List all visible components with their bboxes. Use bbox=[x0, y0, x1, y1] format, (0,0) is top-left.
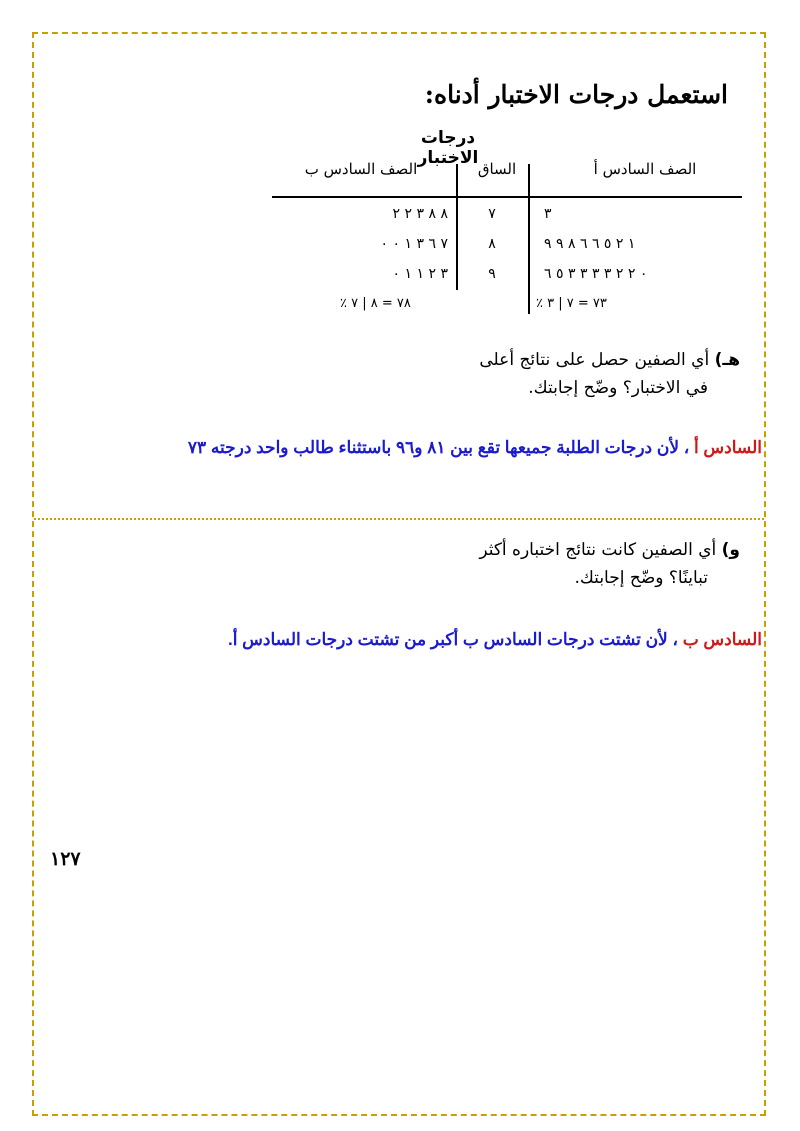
question-e bbox=[479, 346, 740, 402]
row2-stem: ٨ bbox=[488, 236, 496, 252]
row1-left-leaves: ٨ ٨ ٣ ٢ ٢ bbox=[392, 206, 448, 222]
column-header-stem: الساق bbox=[477, 160, 517, 178]
question-f-label: و) bbox=[721, 540, 740, 560]
question-e-line2: في الاختبار؟ وضّح إجابتك. bbox=[528, 378, 708, 398]
row1-stem: ٧ bbox=[488, 206, 496, 222]
section-divider bbox=[34, 518, 764, 520]
answer-f-highlight: السادس ب bbox=[682, 630, 762, 649]
table-divider-right bbox=[528, 164, 530, 314]
row3-stem: ٩ bbox=[488, 266, 496, 282]
column-header-left: الصف السادس ب bbox=[304, 160, 418, 178]
question-e-line1: أي الصفين حصل على نتائج أعلى bbox=[479, 350, 710, 370]
table-title: درجات الاختبار bbox=[417, 128, 479, 168]
answer-e bbox=[42, 430, 762, 466]
column-header-right: الصف السادس أ bbox=[593, 160, 697, 178]
answer-f bbox=[42, 622, 762, 658]
question-f-line1: أي الصفين كانت نتائج اختباره أكثر bbox=[479, 540, 717, 560]
question-f bbox=[479, 536, 740, 592]
answer-e-highlight: السادس أ bbox=[693, 438, 762, 457]
answer-f-text: ، لأن تشتت درجات السادس ب أكبر من تشتت درجات السادس أ. bbox=[227, 630, 683, 649]
key-left: ٪ ٧٨ = ٨ | ٧ bbox=[340, 296, 411, 311]
row2-right-leaves: ١ ٢ ٥ ٦ ٦ ٨ ٩ ٩ bbox=[544, 236, 636, 252]
row1-right-leaves: ٣ bbox=[544, 206, 552, 222]
row2-left-leaves: ٧ ٦ ٣ ١ ٠ ٠ bbox=[380, 236, 448, 252]
answer-e-text: ، لأن درجات الطلبة جميعها تقع بين ٨١ و٩٦ باستثناء طالب واحد درجته ٧٣ bbox=[187, 438, 694, 457]
page-title: استعمل درجات الاختبار أدناه: bbox=[424, 80, 728, 109]
key-right: ٪ ٧٣ = ٧ | ٣ bbox=[536, 296, 607, 311]
page-number: ١٢٧ bbox=[50, 849, 81, 870]
table-divider-left bbox=[456, 164, 458, 290]
question-e-label: هـ) bbox=[714, 350, 740, 370]
row3-right-leaves: ٠ ٢ ٢ ٣ ٣ ٣ ٣ ٥ ٦ bbox=[544, 266, 648, 282]
row3-left-leaves: ٣ ٢ ١ ١ ٠ bbox=[392, 266, 448, 282]
table-header-rule bbox=[272, 196, 742, 198]
question-f-line2: تباينًا؟ وضّح إجابتك. bbox=[574, 568, 708, 588]
